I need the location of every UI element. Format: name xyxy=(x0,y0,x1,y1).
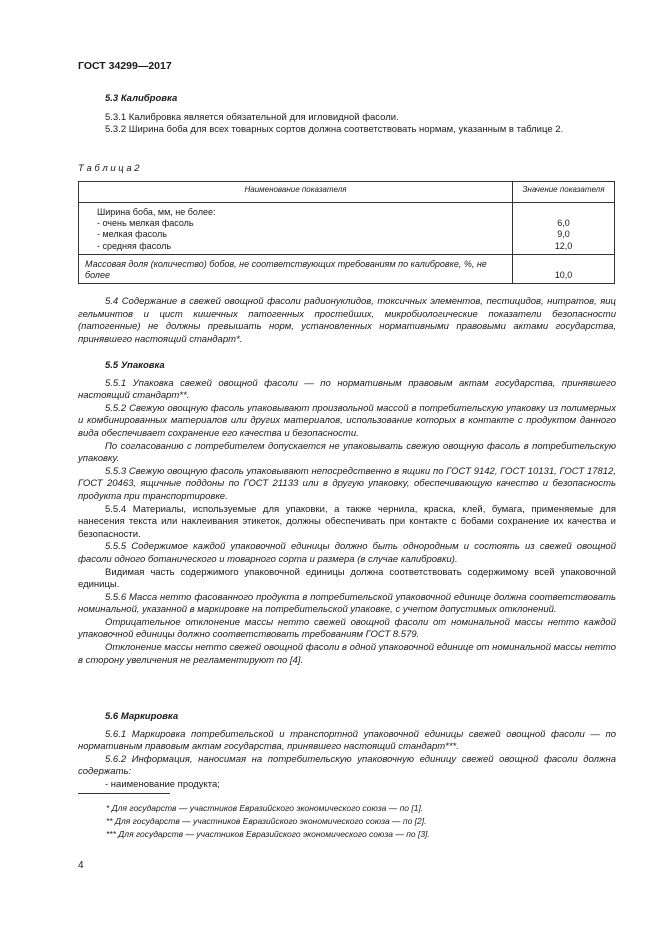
section-title: 5.6 Маркировка xyxy=(105,711,179,722)
paragraph: 5.5.4 Материалы, используемые для упаковки, а также чернила, краска, клей, бумага, применяемые для нанесения текста или наклеивания этикеток, должны обеспечивать при контакте с бобами сохранение их качества и безопасности. xyxy=(78,503,616,540)
paragraph: 5.3.2 Ширина боба для всех товарных сортов должна соответствовать нормам, указанным в таблице 2. xyxy=(105,124,564,136)
section-title: 5.5 Упаковка xyxy=(105,360,165,371)
paragraph: 5.6.2 Информация, наносимая на потребительскую упаковочную единицу свежей овощной фасоли должна содержать: xyxy=(78,753,616,778)
page-number: 4 xyxy=(78,860,84,871)
paragraph: - наименование продукта; xyxy=(105,778,220,790)
paragraph: 5.6.1 Маркировка потребительской и транспортной упаковочной единицы свежей овощной фасоли — по нормативным правовым актам государства, принявшего настоящий стандарт***. xyxy=(78,728,616,753)
document-header: ГОСТ 34299—2017 xyxy=(78,60,172,72)
section-title: 5.3 Калибровка xyxy=(105,93,178,104)
table-header-value: Значение показателя xyxy=(513,182,615,203)
section-5-4 xyxy=(78,296,616,346)
paragraph: 5.5.6 Масса нетто фасованного продукта в потребительской упаковочной единице должна соответствовать номинальной, указанной в маркировке на потребительской упаковке, с учетом допустимых отклонений. xyxy=(78,591,616,616)
row-label: Массовая доля (количество) бобов, не соответствующих требованиям по калибровке, %, не более xyxy=(85,258,487,281)
row-item: - очень мелкая фасоль xyxy=(97,218,194,229)
table-cell xyxy=(79,203,513,255)
paragraph: По согласованию с потребителем допускается не упаковывать свежую овощную фасоль в потребительскую упаковку. xyxy=(78,440,616,465)
paragraph: Отклонение массы нетто свежей овощной фасоли в одной упаковочной единице от номинальной массы нетто в сторону увеличения не регламентируют по [4]. xyxy=(78,642,616,666)
row-value: 6,0 xyxy=(557,218,570,229)
footnote-divider xyxy=(78,793,170,794)
paragraph: 5.5.2 Свежую овощную фасоль упаковывают произвольной массой в потребительскую упаковку из полимерных и комбинированных материалов или других материалов, использование которых в контакте с продуктом данного вида обеспечивает сохранение его качества и безопасности. xyxy=(78,402,616,439)
paragraph: 5.5.1 Упаковка свежей овощной фасоли — по нормативным правовым актам государства, принявшего настоящий стандарт**. xyxy=(78,377,616,402)
section-5-3 xyxy=(78,93,616,137)
table-2 xyxy=(78,181,615,284)
table-cell xyxy=(513,254,615,283)
paragraph: Видимая часть содержимого упаковочной единицы должна соответствовать содержимому всей упаковочной единицы. xyxy=(78,566,616,591)
row-label: Ширина боба, мм, не более: xyxy=(97,207,216,217)
table-header-name: Наименование показателя xyxy=(79,182,513,203)
footnote: * Для государств — участников Евразийского экономического союза — по [1]. xyxy=(106,803,424,813)
section-5-5 xyxy=(78,360,616,667)
row-value: 10,0 xyxy=(554,270,573,281)
row-value: 12,0 xyxy=(554,240,573,251)
paragraph: 5.5.3 Свежую овощную фасоль упаковывают непосредственно в ящики по ГОСТ 9142, ГОСТ 10131, ГОСТ 17812, ГОСТ 20463, ящичные поддоны по ГОСТ 21133 или в другую упаковку, обеспечивающую качество и безопасность продукта при транспортировке. xyxy=(78,465,616,502)
table-cell xyxy=(513,203,615,255)
section-5-6 xyxy=(78,711,616,792)
table-cell xyxy=(79,254,513,283)
row-item: - средняя фасоль xyxy=(97,240,172,251)
paragraph: 5.3.1 Калибровка является обязательной для игловидной фасоли. xyxy=(105,111,399,123)
paragraph: Отрицательное отклонение массы нетто свежей овощной фасоли от номинальной массы нетто каждой упаковочной единицы должно соответствовать требованиям ГОСТ 8.579. xyxy=(78,616,616,641)
paragraph: 5.5.5 Содержимое каждой упаковочной единицы должно быть однородным и состоять из свежей овощной фасоли одного ботанического и товарного сорта и размера (в случае калибровки). xyxy=(78,541,616,565)
paragraph: 5.4 Содержание в свежей овощной фасоли радионуклидов, токсичных элементов, пестицидов, нитратов, яиц гельминтов и цист кишечных патогенных простейших, микробиологические показатели безопасности (патогенные) не должны превышать норм, установленных нормативными правовыми актами государства, принявшего настоящий стандарт*. xyxy=(78,296,616,345)
footnote: *** Для государств — участников Евразийского экономического союза — по [3]. xyxy=(106,829,430,839)
row-item: - мелкая фасоль xyxy=(97,229,167,240)
table-caption: Т а б л и ц а 2 xyxy=(78,163,140,174)
footnote: ** Для государств — участников Евразийского экономического союза — по [2]. xyxy=(106,816,427,826)
row-value: 9,0 xyxy=(557,229,570,240)
